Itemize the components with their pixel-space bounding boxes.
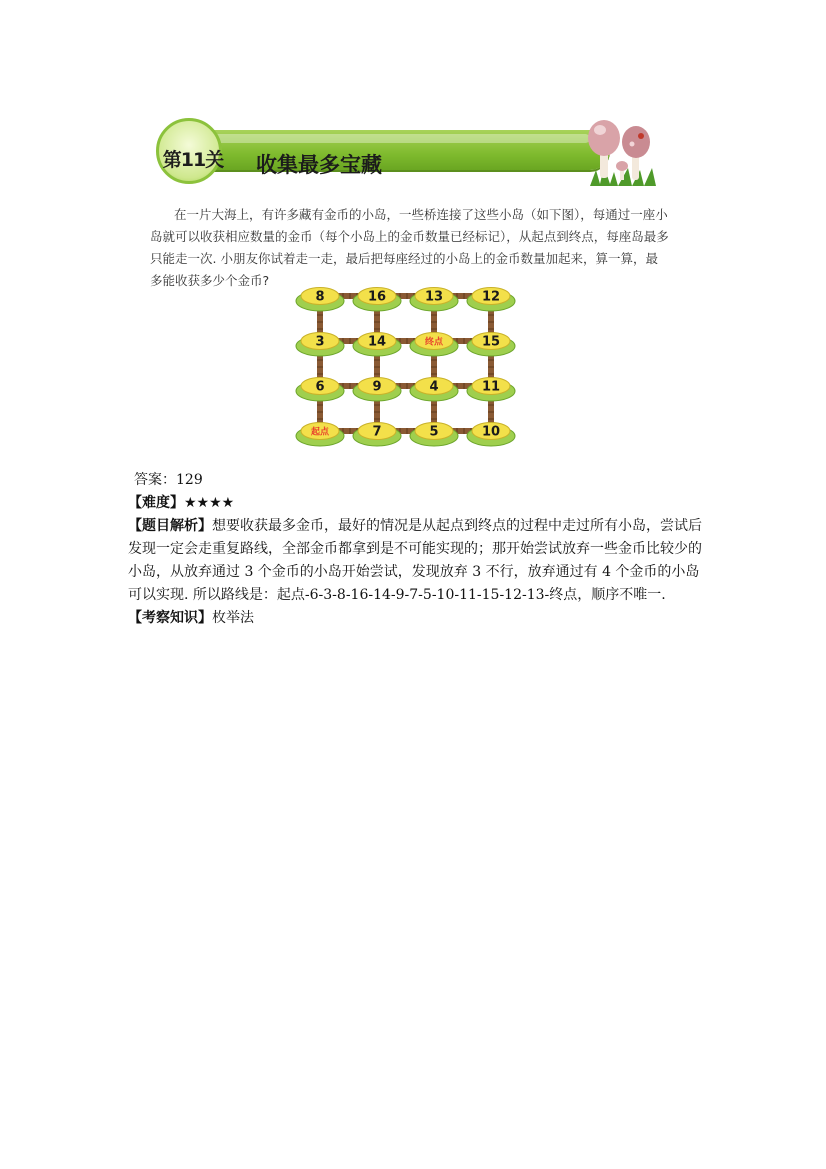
- level-banner: [150, 112, 650, 192]
- banner-bar: [180, 130, 610, 170]
- island: [296, 288, 344, 312]
- analysis-text: 想要收获最多金币，最好的情况是从起点到终点的过程中走过所有小岛，尝试后发现一定会走重复路线，全部金币都拿到是不可能实现的；那开始尝试放弃一些金币比较少的小岛，从放弃通过 3 个金币的小岛开始尝试，发现放弃 3 不行，放弃通过有 4 个金币的小岛可以实现. 所以路线是：起点-6-3-8-16-14-9-7-5-10-11-15-12-13-终点，顺序不唯一.: [128, 518, 702, 603]
- answer-line: [128, 469, 708, 492]
- problem-text: 在一片大海上，有许多藏有金币的小岛，一些桥连接了这些小岛（如下图），每通过一座小岛就可以收获相应数量的金币（每个小岛上的金币数量已经标记），从起点到终点，每座岛最多只能走一次. 小朋友你试着走一走，最后把每座经过的小岛上的金币数量加起来，算一算，最多能收获多少个金币?: [150, 207, 669, 288]
- island: [353, 423, 401, 447]
- coin-count-label: 3: [315, 334, 325, 350]
- coin-count-label: 14: [367, 334, 387, 350]
- coin-count-label: 4: [429, 379, 439, 395]
- special-island-label: 终点: [424, 337, 444, 348]
- coin-count-label: 8: [315, 289, 325, 305]
- coin-count-label: 16: [367, 289, 387, 305]
- coin-count-label: 12: [481, 289, 501, 305]
- special-island-label: 起点: [310, 427, 330, 438]
- knowledge-line: [128, 607, 708, 630]
- solution-block: [128, 469, 708, 630]
- knowledge-text: 枚举法: [212, 610, 254, 626]
- island: [353, 333, 401, 357]
- answer-value: 129: [176, 472, 203, 488]
- island: [467, 378, 515, 402]
- island: [296, 333, 344, 357]
- coin-count-label: 9: [372, 379, 382, 395]
- island: [296, 378, 344, 402]
- island: [353, 378, 401, 402]
- coin-count-label: 10: [481, 424, 501, 440]
- island: [467, 423, 515, 447]
- difficulty-line: [128, 492, 708, 515]
- mushroom-icon: [584, 112, 664, 190]
- answer-label: 答案：: [134, 472, 176, 488]
- island-grid: [290, 280, 530, 460]
- coin-count-label: 5: [429, 424, 439, 440]
- knowledge-label: 【考察知识】: [128, 610, 212, 626]
- island: [296, 423, 344, 447]
- island: [467, 333, 515, 357]
- coin-count-label: 6: [315, 379, 325, 395]
- island: [353, 288, 401, 312]
- coin-count-label: 11: [481, 379, 501, 395]
- coin-count-label: 15: [481, 334, 501, 350]
- island: [410, 378, 458, 402]
- island: [410, 423, 458, 447]
- difficulty-label: 【难度】: [128, 495, 184, 511]
- coin-count-label: 7: [372, 424, 382, 440]
- analysis-paragraph: [128, 515, 708, 607]
- island: [467, 288, 515, 312]
- island: [410, 333, 458, 357]
- analysis-label: 【题目解析】: [128, 518, 212, 534]
- island: [410, 288, 458, 312]
- coin-count-label: 13: [424, 289, 444, 305]
- level-number: 第11关: [162, 149, 224, 171]
- level-title: 收集最多宝藏: [256, 153, 382, 177]
- difficulty-stars: ★★★★: [184, 495, 235, 511]
